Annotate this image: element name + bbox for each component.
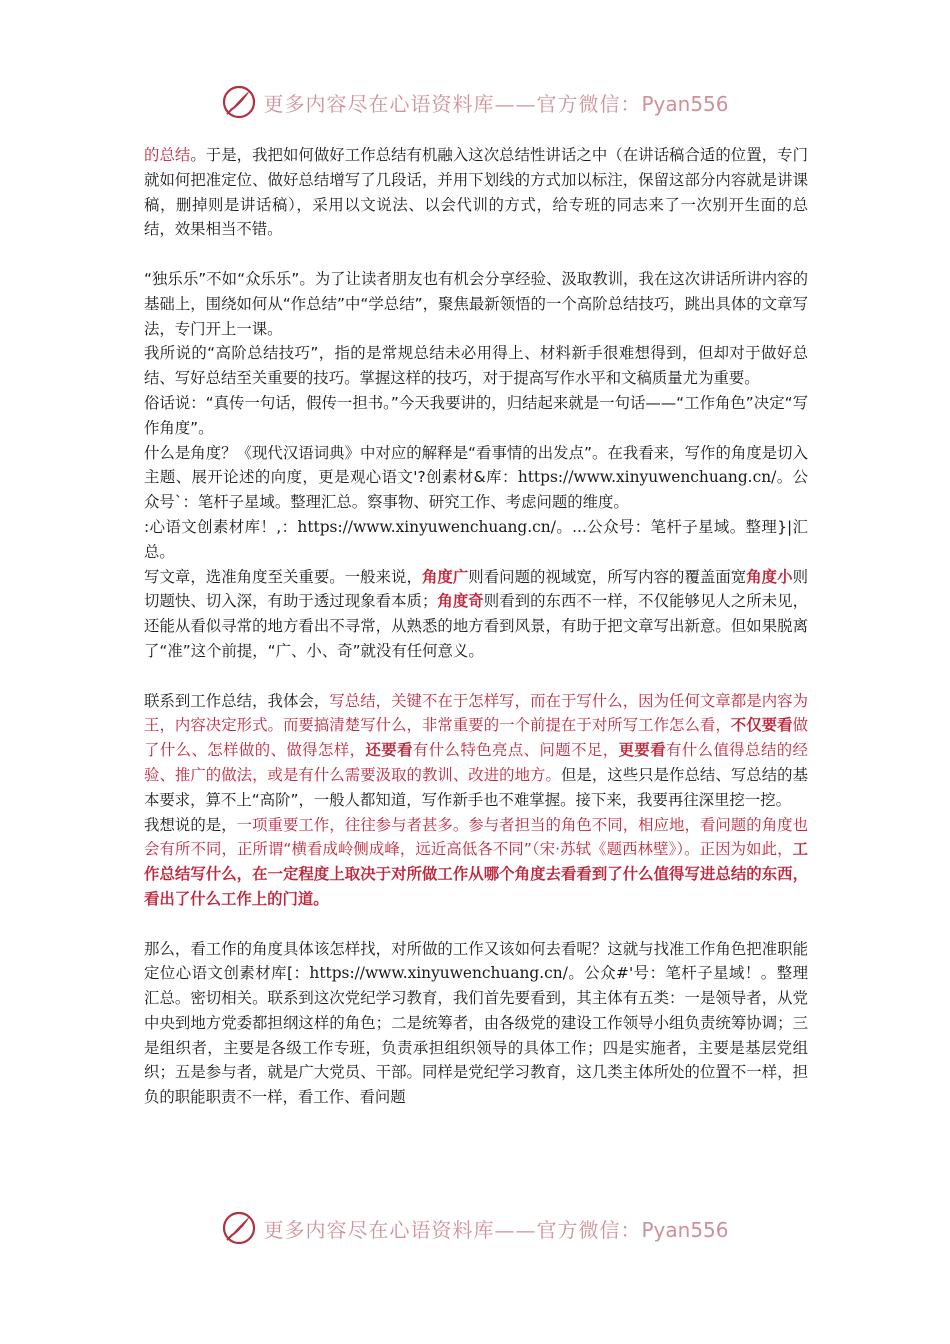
highlighted-text: 做了什么、怎样做的、做得怎样，	[144, 716, 808, 760]
text-run: https://www.xinyuwenchuang.cn/	[297, 517, 556, 536]
quill-logo-icon	[221, 84, 257, 120]
highlighted-text: 不仅要看	[730, 716, 793, 735]
highlighted-text: 角度小	[746, 567, 793, 586]
highlighted-text: 写总结，关键不在于怎样写，而在于写什么，因为任何文章都是内容为王，内容决定形式。而要搞清楚写什么，非常重要的一个前提在于对所写工作怎么看，	[144, 691, 808, 735]
text-run: 但是，这些只是作总结、写总结的基本要求，算不上“高阶”，一般人都知道，写作新手也不难掌握。接下来，我要再往深里挖一挖。	[144, 765, 808, 809]
banner-text	[263, 88, 728, 117]
text-run: https://www.xinyuwenchuang.cn/	[517, 468, 777, 487]
text-run: 。于是，我把如何做好工作总结有机融入这次总结性讲话之中（在讲话稿合适的位置，专门就如何把准定位、做好总结增写了几段话，并用下划线的方式加以标注，保留这部分内容就是讲课稿，删掉则是讲话稿），采用以文说法、以会代训的方式，给专班的同志来了一次别开生面的总结，效果相当不错。	[144, 146, 808, 239]
text-run: https://www.xinyuwenchuang.cn/	[309, 964, 568, 983]
paragraph	[144, 441, 808, 515]
wechat-id: Pyan556	[641, 1217, 729, 1242]
paragraph	[144, 515, 808, 565]
highlighted-text: 角度广	[421, 567, 469, 586]
paragraph	[144, 267, 808, 341]
text-run: 我所说的“高阶总结技巧”，指的是常规总结未必用得上、材料新手很难想得到，但却对于做好总结、写好总结至关重要的技巧。掌握这样的技巧，对于提高写作水平和文稿质量尤为重要。	[144, 344, 808, 388]
highlighted-text: 更要看	[618, 741, 667, 760]
paragraph	[144, 143, 808, 242]
banner-text	[263, 1214, 728, 1243]
banner-title: 更多内容尽在心语资料库——官方微信：	[263, 1217, 642, 1242]
text-run: 什么是角度？《现代汉语词典》中对应的解释是“看事情的出发点”。在我看来，写作的角度是切入主题、展开论述的向度，更是观心语文'?创素材&库：	[144, 443, 808, 487]
text-run: :心语文创素材库！,：	[144, 517, 298, 536]
paragraph	[144, 689, 808, 813]
text-run: 。公众#'号：笔杆子星域！。整理汇总。密切相关。联系到这次党纪学习教育，我们首先要看到，其主体有五类：一是领导者，从党中央到地方党委都担纲这样的角色；二是统筹者，由各级党的建设工作领导小组负责统筹协调；三是组织者，主要是各级工作专班，负责承担组织领导的具体工作；四是实施者，主要是基层党组织；五是参与者，就是广大党员、干部。同样是党纪学习教育，这几类主体所处的位置不一样，担负的职能职责不一样，看工作、看问题	[144, 964, 808, 1107]
text-run: 写文章，选准角度至关重要。一般来说，	[144, 567, 422, 586]
highlighted-text: 角度奇	[437, 592, 484, 611]
text-run: 那么，看工作的角度具体该怎样找，对所做的工作又该如何去看呢？这就与找准工作角色把准职能定位心语文创素材库[：	[144, 939, 808, 983]
header-banner	[0, 82, 950, 122]
footer-banner	[0, 1208, 950, 1248]
paragraph	[144, 391, 808, 441]
article-body	[144, 143, 808, 1110]
highlighted-text: 有什么值得总结的经验、推广的做法，或是有什么需要汲取的教训、改进的地方。	[144, 741, 808, 784]
paragraph	[144, 813, 808, 912]
highlighted-text: 有什么特色亮点、问题不足，	[412, 741, 619, 760]
highlighted-text: 还要看	[365, 741, 413, 760]
highlighted-text: 一项重要工作，往往参与者甚多。参与者担当的角色不同，相应地，看问题的角度也会有所不同，正所谓“横看成岭侧成峰，远近高低各不同”（宋·苏轼《题西林壁》）。正因为如此，	[144, 815, 808, 859]
banner-title: 更多内容尽在心语资料库——官方微信：	[263, 91, 642, 116]
text-run: 我想说的是，	[144, 815, 237, 834]
text-run: 则看问题的视域宽，所写内容的覆盖面宽	[468, 567, 747, 586]
highlighted-text: 工作总结写什么，在一定程度上取决于对所做工作从哪个角度去看看到了什么值得写进总结的东西，看出了什么工作上的门道。	[144, 840, 808, 908]
paragraph	[144, 565, 808, 664]
paragraph	[144, 341, 808, 391]
highlighted-text: 的总结	[144, 146, 191, 164]
text-run: “独乐乐”不如“众乐乐”。为了让读者朋友也有机会分享经验、汲取教训，我在这次讲话所讲内容的基础上，围绕如何从“作总结”中“学总结”，聚焦最新领悟的一个高阶总结技巧，跳出具体的文章写法，专门开上一课。	[144, 269, 808, 338]
text-run: 俗话说：“真传一句话，假传一担书。”今天我要讲的，归结起来就是一句话——“工作角色”决定“写作角度”。	[144, 393, 808, 437]
wechat-id: Pyan556	[641, 91, 729, 116]
text-run: 则切题快、切入深，有助于透过现象看本质；	[144, 567, 808, 611]
paragraph	[144, 937, 808, 1111]
quill-logo-icon	[221, 1210, 257, 1246]
text-run: 。...公众号：笔杆子星域。整理}|汇总。	[144, 517, 809, 561]
text-run: 。公众号`：笔杆子星域。整理汇总。察事物、研究工作、考虑问题的维度。	[144, 468, 808, 512]
text-run: 联系到工作总结，我体会，	[144, 691, 330, 710]
text-run: 则看到的东西不一样，不仅能够见人之所未见，还能从看似寻常的地方看出不寻常，从熟悉的地方看到风景，有助于把文章写出新意。但如果脱离了“准”这个前提，“广、小、奇”就没有任何意义。	[144, 592, 808, 660]
